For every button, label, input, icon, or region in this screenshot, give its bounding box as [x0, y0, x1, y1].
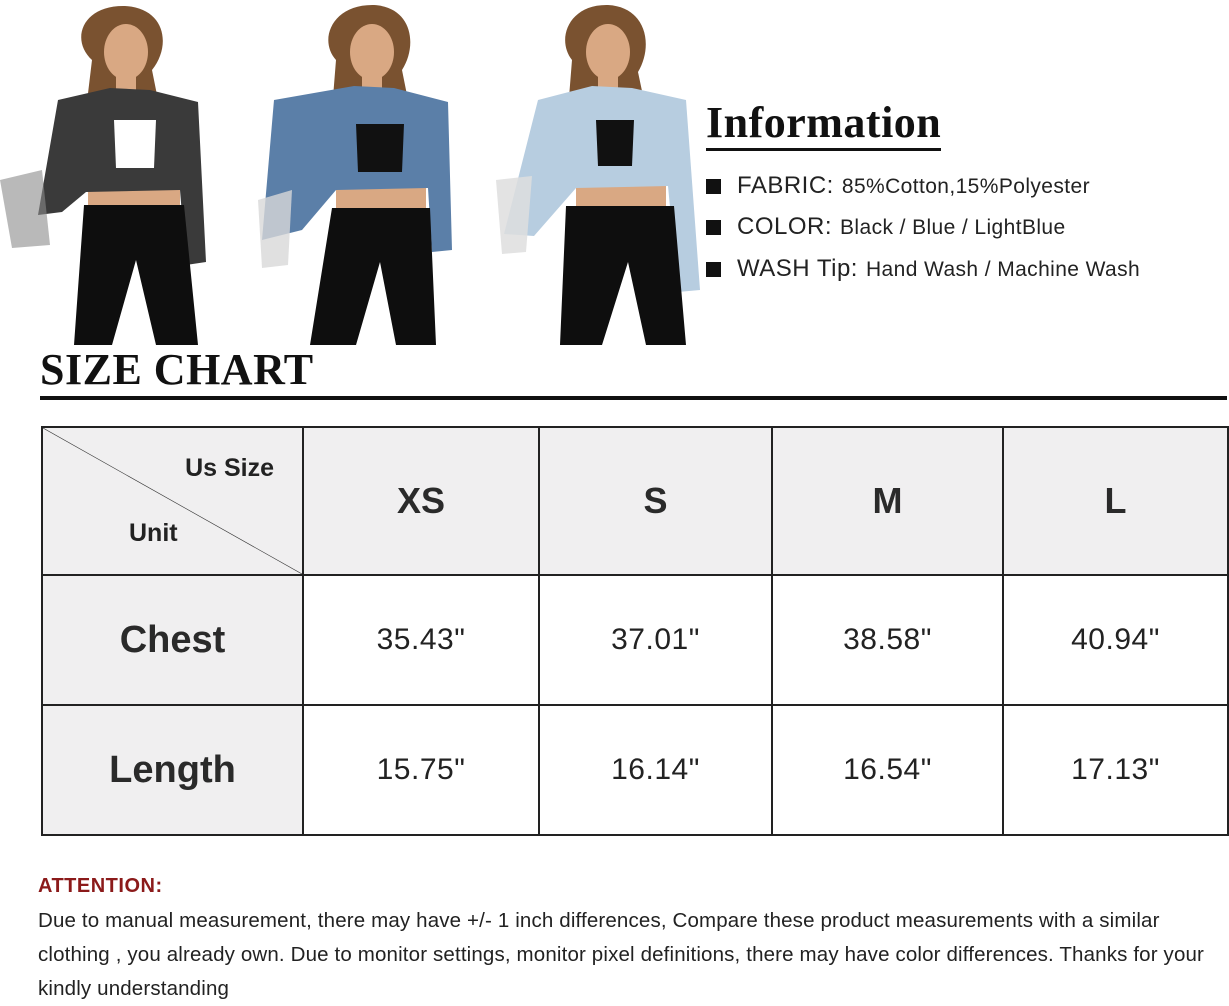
- attention-title: ATTENTION:: [38, 875, 163, 897]
- size-header-m: M: [772, 427, 1003, 575]
- size-header-xs: XS: [303, 427, 539, 575]
- length-l-value: 17.13": [1003, 705, 1228, 835]
- fabric-label: FABRIC:: [737, 172, 834, 199]
- size-header-s: S: [539, 427, 772, 575]
- table-row: [42, 575, 1228, 705]
- us-size-label: Us Size: [185, 454, 274, 482]
- chest-row-label: Chest: [42, 575, 303, 705]
- table-corner-cell: [42, 427, 303, 575]
- square-bullet-icon: [706, 220, 721, 235]
- model-photo-black-jacket: [0, 0, 210, 345]
- information-title: Information: [706, 100, 941, 151]
- size-chart-table: [41, 426, 1229, 836]
- color-label: COLOR:: [737, 213, 833, 240]
- title-divider: [40, 396, 1227, 400]
- length-xs-value: 15.75": [303, 705, 539, 835]
- chest-xs-value: 35.43": [303, 575, 539, 705]
- square-bullet-icon: [706, 179, 721, 194]
- length-m-value: 16.54": [772, 705, 1003, 835]
- chest-s-value: 37.01": [539, 575, 772, 705]
- model-photo-blue-jacket: [252, 0, 462, 345]
- size-header-l: L: [1003, 427, 1228, 575]
- length-row-label: Length: [42, 705, 303, 835]
- length-s-value: 16.14": [539, 705, 772, 835]
- model-photo-lightblue-jacket: [496, 0, 706, 345]
- chest-m-value: 38.58": [772, 575, 1003, 705]
- chest-l-value: 40.94": [1003, 575, 1228, 705]
- color-row: [706, 213, 1066, 241]
- wash-label: WASH Tip:: [737, 255, 858, 282]
- diagonal-divider: [43, 428, 302, 574]
- square-bullet-icon: [706, 262, 721, 277]
- wash-value: Hand Wash / Machine Wash: [865, 258, 1141, 281]
- unit-label: Unit: [129, 519, 178, 547]
- fabric-row: [706, 172, 1090, 200]
- color-value: Black / Blue / LightBlue: [840, 216, 1066, 239]
- fabric-value: 85%Cotton,15%Polyester: [841, 175, 1090, 198]
- wash-row: [706, 255, 1140, 283]
- product-information: [706, 98, 1216, 282]
- size-chart-title: SIZE CHART: [40, 345, 314, 394]
- table-row: [42, 705, 1228, 835]
- attention-text: Due to manual measurement, there may have +/- 1 inch differences, Compare these product measurements with a similar clothing , you already own. Due to monitor settings, monitor pixel definitions, there may have color differences. Thanks for your kindly understanding: [38, 909, 1205, 1000]
- size-header-row: [42, 427, 1228, 575]
